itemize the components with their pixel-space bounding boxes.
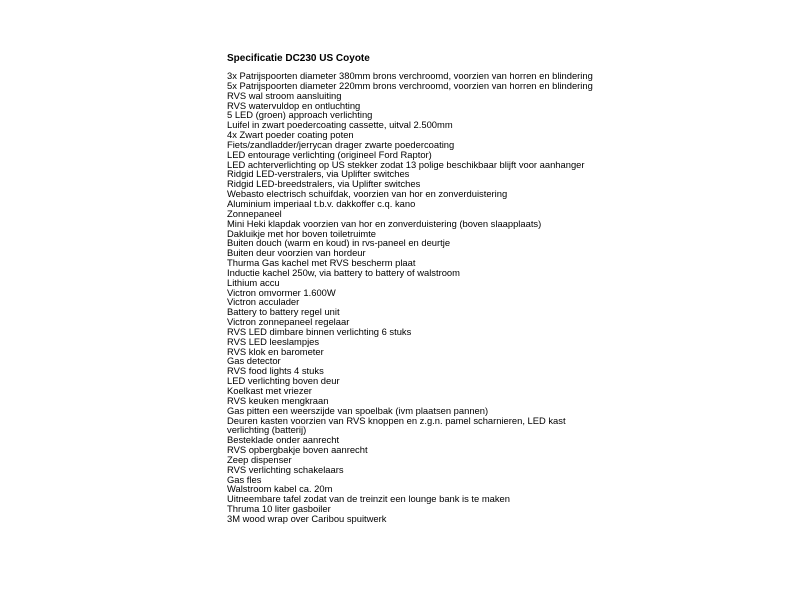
- specification-line: Ridgid LED-verstralers, via Uplifter switches: [227, 168, 410, 180]
- specification-line: Thruma 10 liter gasboiler: [227, 503, 331, 515]
- specification-line: Gas fles: [227, 473, 262, 485]
- specification-line: Besteklade onder aanrecht: [227, 434, 340, 446]
- specification-line: Battery to battery regel unit: [227, 306, 340, 318]
- specification-line: Zeep dispenser: [227, 453, 292, 465]
- specification-line: Victron omvormer 1.600W: [227, 286, 336, 298]
- specification-line: Webasto electrisch schuifdak, voorzien van hor en zonverduistering: [227, 188, 508, 200]
- specification-line: Buiten deur voorzien van hordeur: [227, 247, 366, 259]
- specification-line: Victron acculader: [227, 296, 300, 308]
- specification-line: 3M wood wrap over Caribou spuitwerk: [227, 512, 387, 524]
- specification-line: LED achterverlichting op US stekker zodat 13 polige beschikbaar blijft voor aanhanger: [227, 158, 585, 170]
- specification-line: Gas detector: [227, 355, 281, 367]
- specification-line: Lithium accu: [227, 276, 280, 288]
- specification-line: RVS LED leeslampjes: [227, 335, 320, 347]
- document-title: Specificatie DC230 US Coyote: [227, 53, 370, 64]
- specification-line: Mini Heki klapdak voorzien van hor en zonverduistering (boven slaapplaats): [227, 217, 542, 229]
- specification-line: Gas pitten een weerszijde van spoelbak (ivm plaatsen pannen): [227, 404, 489, 416]
- specification-line: Fiets/zandladder/jerrycan drager zwarte poedercoating: [227, 138, 455, 150]
- specification-line: 5x Patrijspoorten diameter 220mm brons verchroomd, voorzien van horren en blindering: [227, 79, 593, 91]
- specification-line: Zonnepaneel: [227, 207, 282, 219]
- specification-line: RVS keuken mengkraan: [227, 394, 329, 406]
- specification-line: RVS klok en barometer: [227, 345, 324, 357]
- specification-line: 3x Patrijspoorten diameter 380mm brons verchroomd, voorzien van horren en blindering: [227, 70, 593, 81]
- specification-line: Koelkast met vriezer: [227, 385, 312, 396]
- specification-line: RVS opbergbakje boven aanrecht: [227, 444, 368, 456]
- specification-line: Buiten douch (warm en koud) in rvs-paneel en deurtje: [227, 237, 451, 249]
- specification-line: Ridgid LED-breedstralers, via Uplifter switches: [227, 178, 421, 190]
- specification-line: Aluminium imperiaal t.b.v. dakkoffer c.q. kano: [227, 197, 416, 209]
- specification-line: RVS verlichting schakelaars: [227, 463, 344, 475]
- specification-line: LED entourage verlichting (origineel Ford Raptor): [227, 148, 432, 160]
- specification-line: Luifel in zwart poedercoating cassette, uitval 2.500mm: [227, 119, 453, 131]
- specification-line: RVS wal stroom aansluiting: [227, 89, 342, 101]
- specification-line: Victron zonnepaneel regelaar: [227, 316, 350, 328]
- specification-line: RVS LED dimbare binnen verlichting 6 stuks: [227, 325, 412, 337]
- specification-line: verlichting (batterij): [227, 424, 307, 436]
- specification-line: Walstroom kabel ca. 20m: [227, 483, 333, 495]
- specification-line: LED verlichting boven deur: [227, 375, 340, 387]
- specification-list: [227, 71, 593, 524]
- specification-line: Uitneembare tafel zodat van de treinzit een lounge bank is te maken: [227, 493, 510, 505]
- specification-line: Inductie kachel 250w, via battery to battery of walstroom: [227, 266, 460, 278]
- specification-line: RVS watervuldop en ontluchting: [227, 99, 361, 111]
- specification-line: Dakluikje met hor boven toiletruimte: [227, 227, 377, 239]
- specification-line: 5 LED (groen) approach verlichting: [227, 109, 373, 121]
- specification-line: Thurma Gas kachel met RVS bescherm plaat: [227, 257, 416, 269]
- specification-line: 4x Zwart poeder coating poten: [227, 129, 354, 141]
- specification-line: Deuren kasten voorzien van RVS knoppen en z.g.n. pamel scharnieren, LED kast: [227, 414, 566, 426]
- specification-line: RVS food lights 4 stuks: [227, 365, 324, 377]
